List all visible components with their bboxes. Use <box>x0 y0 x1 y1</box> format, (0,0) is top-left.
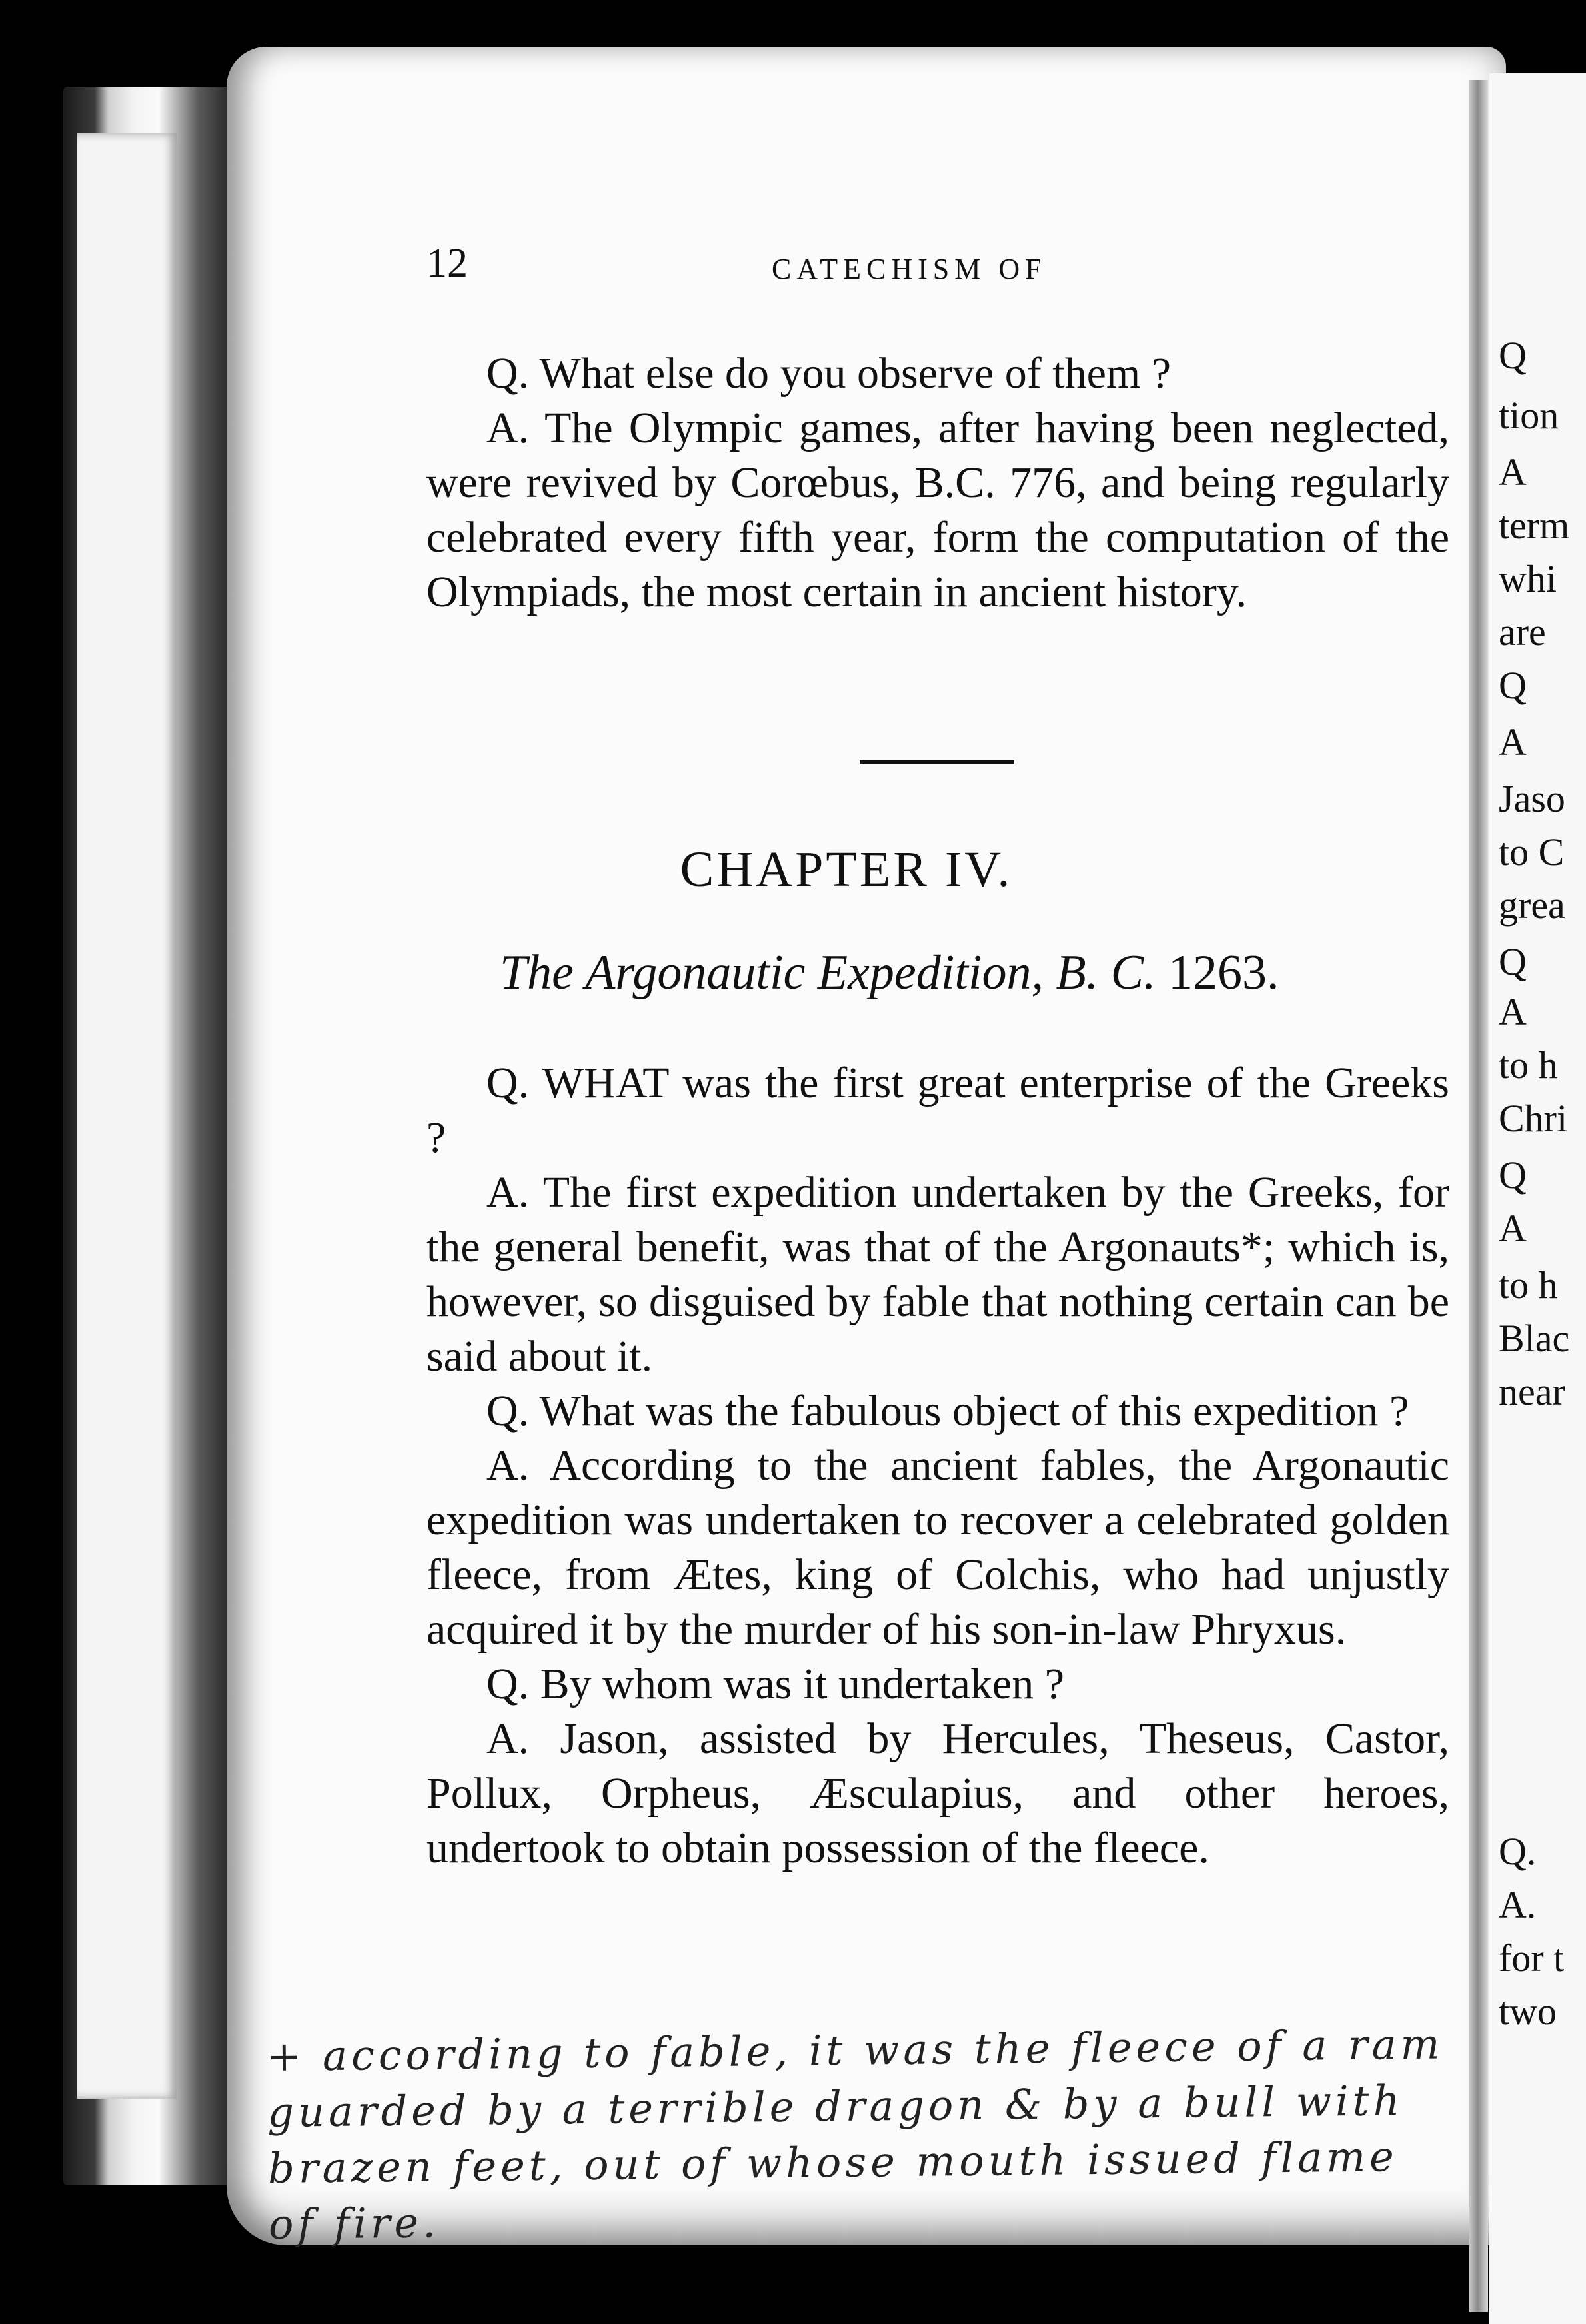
chapter-subtitle-year: 1263. <box>1168 945 1279 1000</box>
facing-fragment: A. <box>1499 1883 1537 1926</box>
facing-fragment: grea <box>1499 883 1565 927</box>
question-paragraph: Q. What else do you observe of them ? <box>486 349 1171 398</box>
book-binding-edge <box>77 133 177 2099</box>
facing-fragment: A <box>1499 1207 1527 1250</box>
page-gutter <box>1469 80 1488 2312</box>
chapter-subtitle-text: The Argonautic Expedition, B. C. <box>500 945 1156 1000</box>
running-title: CATECHISM OF <box>772 253 1047 285</box>
facing-fragment: for t <box>1499 1936 1565 1980</box>
question-paragraph: Q. By whom was it undertaken ? <box>486 1660 1064 1708</box>
handwritten-line: guarded by a terrible dragon & by a bull with <box>267 2076 1404 2137</box>
facing-fragment: whi <box>1499 557 1557 600</box>
chapter-subtitle <box>500 945 1446 1001</box>
facing-fragment: two <box>1499 1990 1557 2033</box>
intro-text <box>426 346 1449 620</box>
chapter-heading <box>0 841 1533 899</box>
answer-paragraph: A. According to the ancient fables, the Argonautic expedition was undertaken to recover a celebrated golden fleece, from Ætes, king of Colchis, who had unjustly acquired it by the murder of his son-in-law Phryxus. <box>426 1441 1449 1654</box>
chapter-heading-text: CHAPTER IV. <box>680 842 1013 897</box>
facing-fragment: tion <box>1499 394 1559 437</box>
facing-fragment: to C <box>1499 830 1565 873</box>
facing-fragment: to h <box>1499 1043 1558 1087</box>
chapter-text <box>426 1056 1449 1876</box>
facing-fragment: near <box>1499 1370 1565 1413</box>
facing-fragment: Blac <box>1499 1317 1570 1360</box>
facing-fragment: Q. <box>1499 1830 1537 1873</box>
facing-fragment: Q <box>1499 1153 1527 1197</box>
facing-fragment: A <box>1499 450 1527 494</box>
facing-fragment: Chri <box>1499 1097 1568 1140</box>
answer-paragraph: A. The first expedition undertaken by the Greeks, for the general benefit, was that of the Argonauts*; which is, however, so disguised by fable that nothing certain can be said about it. <box>426 1168 1449 1381</box>
handwritten-note <box>267 2016 1468 2253</box>
facing-fragment: to h <box>1499 1263 1558 1307</box>
facing-fragment: A <box>1499 990 1527 1033</box>
facing-page <box>1489 73 1586 2324</box>
handwritten-line: + according to fable, it was the fleece of a ram <box>267 2020 1444 2081</box>
question-paragraph: Q. WHAT was the first great enterprise of the Greeks ? <box>426 1059 1449 1162</box>
facing-fragment: A <box>1499 720 1527 764</box>
facing-fragment: Q <box>1499 664 1527 707</box>
answer-paragraph: A. Jason, assisted by Hercules, Theseus, Castor, Pollux, Orpheus, Æsculapius, and other heroes, undertook to obtain possession of the fleece. <box>426 1714 1449 1872</box>
handwritten-line: brazen feet, out of whose mouth issued flame <box>267 2132 1399 2193</box>
facing-fragment: Jaso <box>1499 777 1565 820</box>
facing-fragment: are <box>1499 610 1546 654</box>
section-divider <box>860 760 1014 764</box>
handwritten-line: of fire. <box>268 2198 440 2249</box>
facing-fragment: term <box>1499 504 1570 547</box>
answer-paragraph: A. The Olympic games, after having been neglected, were revived by Corœbus, B.C. 776, and being regularly celebrated every fifth year, form the computation of the Olympiads, the most certain in ancient history. <box>426 404 1449 616</box>
facing-fragment: Q <box>1499 334 1527 377</box>
facing-fragment: Q <box>1499 940 1527 983</box>
page-number: 12 <box>426 241 468 286</box>
question-paragraph: Q. What was the fabulous object of this expedition ? <box>486 1387 1409 1435</box>
